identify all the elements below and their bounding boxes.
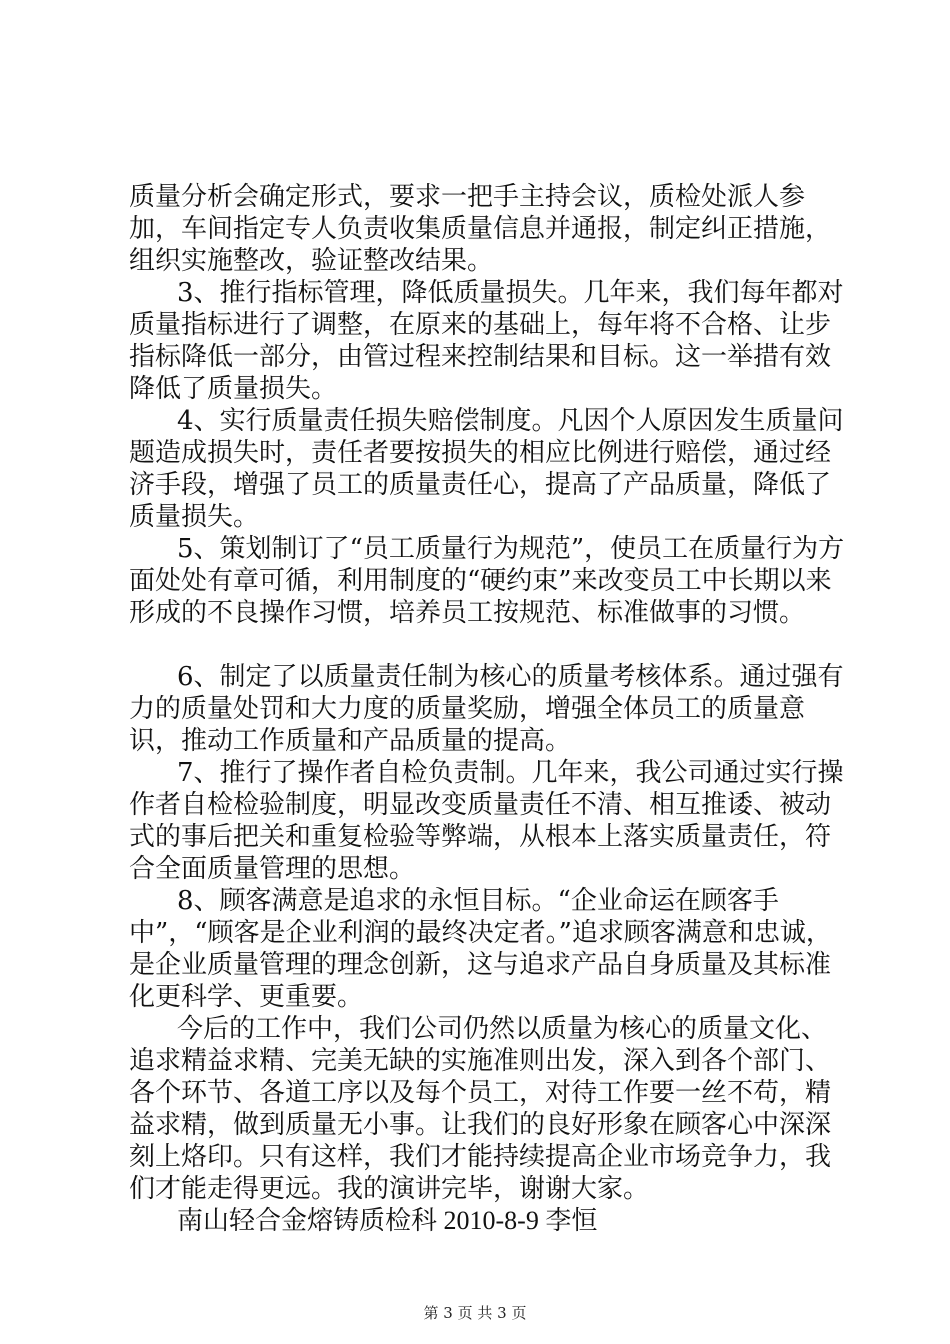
page-number-label: 第 3 页 共 3 页 [423, 1304, 527, 1322]
paragraph-item-6: 6、制定了以质量责任制为核心的质量考核体系。通过强有力的质量处罚和大力度的质量奖励，增强全体员工的质量意识，推动工作质量和产品质量的提高。 [129, 662, 844, 756]
document-body [129, 181, 849, 1237]
paragraph-item-3: 3、推行指标管理，降低质量损失。几年来，我们每年都对质量指标进行了调整，在原来的基础上，每年将不合格、让步指标降低一部分，由管过程来控制结果和目标。这一举措有效降低了质量损失。 [129, 278, 844, 404]
paragraph-item-5: 5、策划制订了“员工质量行为规范”，使员工在质量行为方面处处有章可循，利用制度的“硬约束”来改变员工中长期以来形成的不良操作习惯，培养员工按规范、标准做事的习惯。 [129, 534, 845, 628]
page-footer [0, 1303, 950, 1323]
paragraph-item-7: 7、推行了操作者自检负责制。几年来，我公司通过实行操作者自检检验制度，明显改变质量责任不清、相互推诿、被动式的事后把关和重复检验等弊端，从根本上落实质量责任，符合全面质量管理的思想。 [129, 758, 844, 884]
paragraph-item-4: 4、实行质量责任损失赔偿制度。凡因个人原因发生质量问题造成损失时，责任者要按损失的相应比例进行赔偿，通过经济手段，增强了员工的质量责任心，提高了产品质量，降低了质量损失。 [129, 406, 844, 532]
paragraph-closing: 今后的工作中，我们公司仍然以质量为核心的质量文化、追求精益求精、完美无缺的实施准则出发，深入到各个部门、各个环节、各道工序以及每个员工，对待工作要一丝不苟，精益求精，做到质量无小事。让我们的良好形象在顾客心中深深刻上烙印。只有这样，我们才能持续提高企业市场竞争力，我们才能走得更远。我的演讲完毕，谢谢大家。 [129, 1014, 832, 1204]
paragraph-spacer [129, 629, 849, 661]
signature-line: 南山轻合金熔铸质检科 2010-8-9 李恒 [177, 1206, 598, 1235]
paragraph-continued: 质量分析会确定形式，要求一把手主持会议，质检处派人参加，车间指定专人负责收集质量信息并通报，制定纠正措施，组织实施整改，验证整改结果。 [129, 182, 832, 276]
paragraph-item-8: 8、顾客满意是追求的永恒目标。“企业命运在顾客手中”，“顾客是企业利润的最终决定者。”追求顾客满意和忠诚，是企业质量管理的理念创新，这与追求产品自身质量及其标准化更科学、更重要。 [129, 886, 832, 1012]
